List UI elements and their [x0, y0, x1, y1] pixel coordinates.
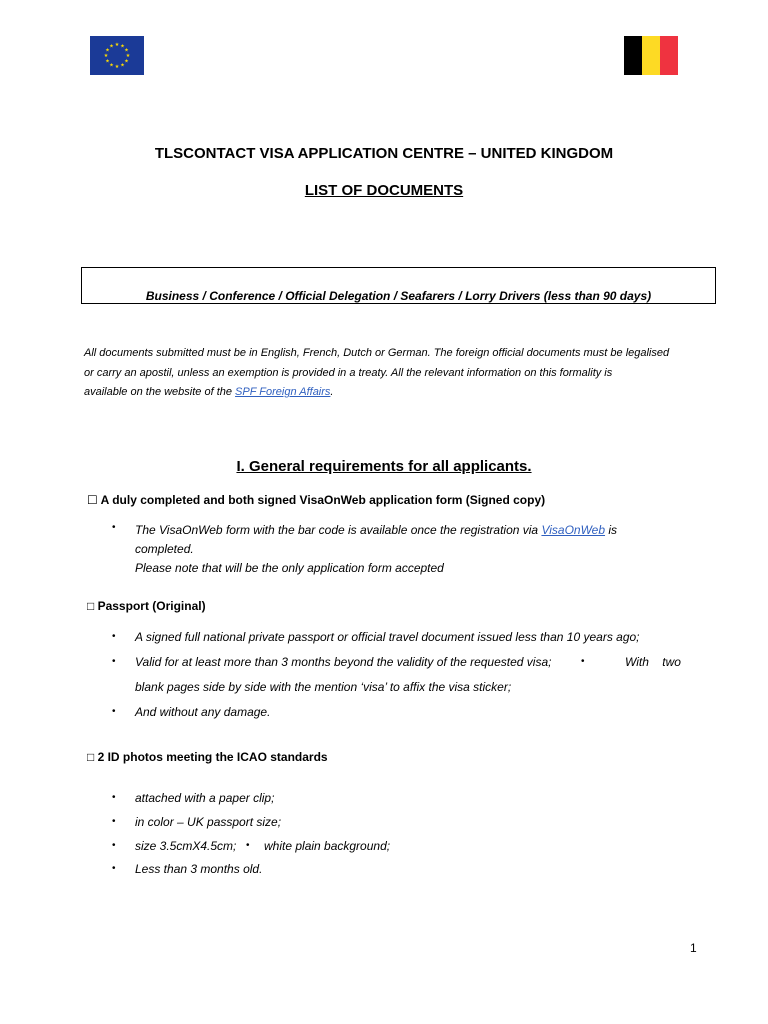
- passport-bullet-2: Valid for at least more than 3 months beyond the validity of the requested visa;: [135, 655, 552, 669]
- document-subtitle: LIST OF DOCUMENTS: [304, 182, 464, 199]
- svg-text:★: ★: [124, 47, 129, 54]
- svg-text:★: ★: [103, 53, 109, 59]
- bullet-icon: •: [246, 840, 250, 851]
- intro-line-1: All documents submitted must be in English, French, Dutch or German. The foreign official documents must be legalised: [84, 347, 670, 359]
- photos-bullet-3: size 3.5cmX4.5cm;: [135, 839, 237, 853]
- belgium-flag-yellow-band: [642, 36, 660, 75]
- bullet-icon: •: [112, 792, 116, 803]
- photos-bullet-1: attached with a paper clip;: [135, 791, 275, 805]
- svg-text:★: ★: [120, 43, 125, 50]
- photos-bullet-2: in color – UK passport size;: [135, 815, 282, 829]
- svg-text:★: ★: [124, 58, 129, 65]
- spf-foreign-affairs-link[interactable]: SPF Foreign Affairs: [235, 386, 331, 398]
- passport-bullet-1: A signed full national private passport or official travel document issued less than 10 years ago;: [135, 630, 640, 644]
- belgium-flag-icon: [624, 36, 678, 75]
- section-heading: I. General requirements for all applicants.: [236, 458, 532, 475]
- svg-text:★: ★: [105, 47, 110, 54]
- bullet-icon: •: [112, 631, 116, 642]
- page-number: 1: [690, 941, 697, 955]
- bullet-icon: •: [112, 840, 116, 851]
- intro-line-2: or carry an apostil, unless an exemption is provided in a treaty. All the relevant information on this formality is: [84, 366, 613, 379]
- requirement-application-form: ☐ A duly completed and both signed VisaOnWeb application form (Signed copy): [87, 493, 546, 507]
- requirement-id-photos: □ 2 ID photos meeting the ICAO standards: [87, 750, 328, 764]
- belgium-flag-black-band: [624, 36, 642, 75]
- intro-line-3: available on the website of the SPF Foreign Affairs.: [84, 386, 334, 398]
- bullet-icon: •: [112, 522, 116, 533]
- passport-bullet-3-start: With two: [625, 655, 681, 669]
- bullet-icon: •: [112, 656, 116, 667]
- passport-bullet-4: And without any damage.: [135, 705, 271, 719]
- svg-text:★: ★: [125, 53, 131, 59]
- belgium-flag-red-band: [660, 36, 678, 75]
- document-title: TLSCONTACT VISA APPLICATION CENTRE – UNITED KINGDOM: [154, 145, 614, 162]
- svg-text:★: ★: [120, 62, 125, 69]
- bullet-icon: •: [581, 656, 585, 667]
- intro-paragraph: [84, 344, 688, 403]
- form-bullet-1: The VisaOnWeb form with the bar code is available once the registration via VisaOnWeb is completed. Please note that will be the only application form accepted: [135, 523, 618, 575]
- photos-bullet-5: Less than 3 months old.: [135, 862, 263, 876]
- bullet-icon: •: [112, 863, 116, 874]
- eu-flag-icon: [90, 36, 144, 75]
- svg-text:★: ★: [109, 43, 114, 50]
- requirement-passport: □ Passport (Original): [87, 599, 206, 613]
- passport-bullet-3-cont: blank pages side by side with the mention ‘visa’ to affix the visa sticker;: [135, 680, 512, 694]
- bullet-icon: •: [112, 706, 116, 717]
- svg-text:★: ★: [114, 42, 120, 48]
- photos-bullet-4: white plain background;: [264, 839, 391, 853]
- svg-text:★: ★: [114, 64, 120, 70]
- visaonweb-link[interactable]: VisaOnWeb: [541, 523, 606, 537]
- svg-text:★: ★: [109, 62, 114, 69]
- svg-text:★: ★: [105, 58, 110, 65]
- eu-stars: [90, 36, 144, 75]
- category-box: [81, 267, 716, 304]
- bullet-icon: •: [112, 816, 116, 827]
- category-text: Business / Conference / Official Delegation / Seafarers / Lorry Drivers (less than 90 days): [145, 289, 652, 303]
